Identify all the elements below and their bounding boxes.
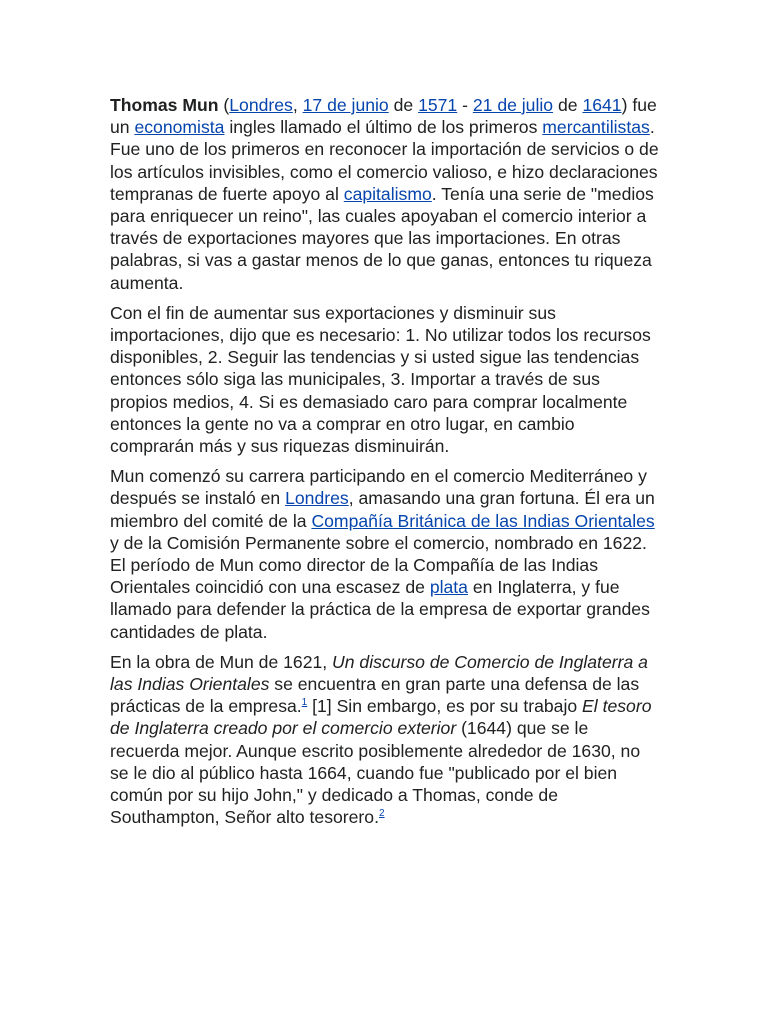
footnote-ref-2[interactable]: 2 (378, 808, 385, 820)
article-body (110, 94, 660, 837)
link-londres-2[interactable]: Londres (285, 488, 349, 509)
link-mercantilistas[interactable]: mercantilistas (542, 117, 650, 138)
paragraph-career: Mun comenzó su carrera participando en el comercio Mediterráneo y después se instaló en Londres, amasando una gran fortuna. Él era un miembro del comité de la Compañía Británica de las Indias Orientales y de la Comisión Permanente sobre el comercio, nombrado en 1622. El período de Mun como director de la Compañía de las Indias Orientales coincidió con una escasez de plata en Inglaterra, y fue llamado para defender la práctica de la empresa de exportar grandes cantidades de plata. (110, 466, 655, 642)
article-title: Thomas Mun (110, 95, 219, 115)
paragraph-works: En la obra de Mun de 1621, Un discurso de Comercio de Inglaterra a las Indias Orientales se encuentra en gran parte una defensa de las prácticas de la empresa.$^1$ [1] Sin embargo, es por su trabajo El tesoro de Inglaterra creado por el comercio exterior (1644) que se le recuerda mejor. Aunque escrito posiblemente alrededor de 1630, no se le dio al público hasta 1664, cuando fue "publicado por el bien común por su hijo John," y dedicado a Thomas, conde de Southampton, Señor alto tesorero.$^2$ (110, 651, 652, 828)
paragraph-intro: Thomas Mun (Londres, 17 de junio de 1571 - 21 de julio de 1641) fue un economista ingles llamado el último de los primeros mercantilistas. Fue uno de los primeros en reconocer la importación de servicios o de los artículos invisibles, como el comercio valioso, e hizo declaraciones tempranas de fuerte apoyo al capitalismo. Tenía una serie de "medios para enriquecer un reino", las cuales apoyaban el comercio interior a través de exportaciones mayores que las importaciones. En otras palabras, si vas a gastar menos de lo que ganas, entonces tu riqueza aumenta. (110, 95, 659, 293)
link-death-day[interactable]: 21 de julio (472, 95, 554, 115)
link-death-year[interactable]: 1641 (582, 95, 622, 115)
link-economista[interactable]: economista (134, 117, 225, 138)
link-londres[interactable]: Londres (229, 95, 293, 115)
link-capitalismo[interactable]: capitalismo (343, 183, 432, 204)
book-title-discurso: Un discurso de Comercio de Inglaterra a las Indias Orientales (110, 651, 648, 695)
book-title-tesoro: El tesoro de Inglaterra creado por el comercio exterior (110, 696, 652, 739)
footnote-ref-1[interactable]: 1 (301, 697, 308, 709)
link-birth-year[interactable]: 1571 (418, 95, 458, 115)
link-compania-indias[interactable]: Compañía Británica de las Indias Orientales (311, 510, 655, 531)
paragraph-exports: Con el fin de aumentar sus exportaciones y disminuir sus importaciones, dijo que es necesario: 1. No utilizar todos los recursos disponibles, 2. Seguir las tendencias y si usted sigue las tendencias entonces sólo siga las municipales, 3. Importar a través de sus propios medios, 4. Si es demasiado caro para comprar localmente entonces la gente no va a comprar en otro lugar, en cambio comprarán más y sus riquezas disminuirán. (110, 302, 651, 457)
link-plata[interactable]: plata (429, 577, 468, 598)
link-birth-day[interactable]: 17 de junio (302, 95, 389, 115)
